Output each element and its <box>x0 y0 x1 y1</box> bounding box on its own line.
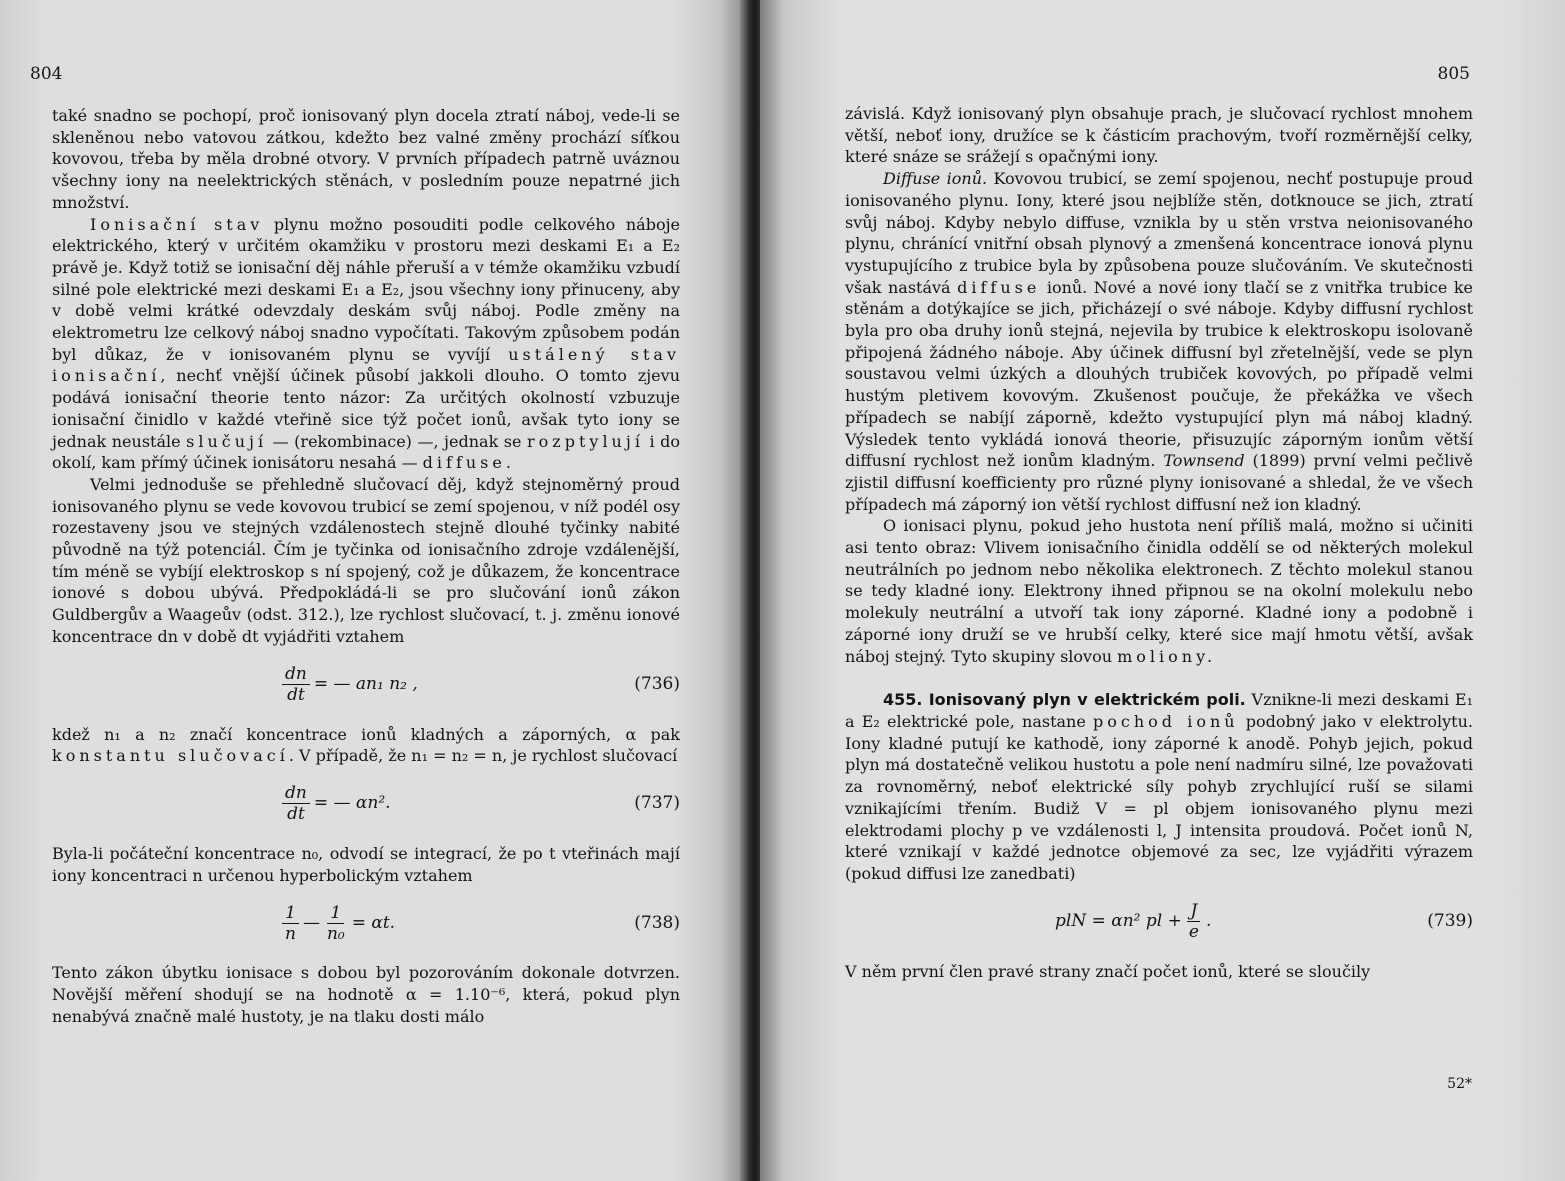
equation-736 <box>52 654 680 716</box>
formula-lhs: plN = αn² pl + <box>1055 910 1182 931</box>
paragraph <box>52 724 680 767</box>
signature-mark: 52* <box>1447 1076 1472 1092</box>
equation-number: (738) <box>634 912 680 933</box>
spaced-term: diffuse <box>957 277 1041 297</box>
paragraph: také snadno se pochopí, proč ionisovaný plyn docela ztratí náboj, vede-li se skleněnou nebo vatovou zátkou, kdežto bez valné změny prochází síťkou kovovou, třeba by měla drobné otvory. V prvních případech patrně uváznou všechny iony na neelektrických stěnách, v posledním pouze nepatrné jich množství. <box>52 106 680 212</box>
paragraph <box>845 168 1473 515</box>
formula-end: . <box>1205 910 1212 931</box>
page-number: 805 <box>1437 64 1470 84</box>
fraction <box>324 903 348 944</box>
paragraph <box>52 214 680 474</box>
paragraph <box>845 515 1473 667</box>
fraction <box>282 783 310 824</box>
equation-739 <box>845 891 1473 953</box>
spaced-term: diffuse. <box>422 453 515 473</box>
text-run: O ionisaci plynu, pokud jeho hustota není příliš malá, možno si učiniti asi tento obraz: Vlivem ionisačního činidla oddělí se od některých molekul neutrálních po jednom nebo několika elektronech. Z těchto molekul stanou se tedy kladné iony. Elektrony ihned připnou se na okolní molekulu nebo molekuly neutrální a utvoří tak iony záporné. Kladné iony a podobně i záporné iony druží se ve hrubší celky, které sice mají hmotu větší, avšak náboj stejný. Tyto skupiny slovou <box>845 516 1473 666</box>
text-run: , nechť vnější účinek působí jakkoli dlouho. O tomto zjevu podává ionisační theorie tento názor: Za určitých okolností vzbuzuje ionisační činidlo v každé vteřině sice týž počet ionů, avšak tyto iony se jednak neustále <box>52 366 680 451</box>
italic-term: Diffuse ionů. <box>883 169 988 189</box>
formula-rhs: = — an₁ n₂ , <box>313 673 418 694</box>
right-page <box>760 0 1565 1181</box>
page-number: 804 <box>30 64 63 84</box>
text-run: plynu možno posouditi podle celkového náboje elektrického, který v určitém okamžiku v prostoru mezi deskami E₁ a E₂ právě je. Když totiž se ionisační děj náhle přeruší a v témže okamžiku vzbudí silné pole elektrické mezi deskami E₁ a E₂, jsou všechny iony přinuceny, aby v době velmi krátké odevzdaly deskám svůj náboj. Podle změny na elektrometru lze celkový náboj snadno vypočítati. Takovým způsobem podán byl důkaz, že v ionisovaném plynu se vyvíjí <box>52 214 680 364</box>
text-run: — (rekombinace) —, jednak se <box>267 431 528 451</box>
numerator: J <box>1187 901 1200 922</box>
equation-738 <box>52 892 680 954</box>
denominator: e <box>1188 922 1199 943</box>
paragraph: V něm první člen pravé strany značí počet ionů, které se sloučily <box>845 961 1371 981</box>
section-paragraph <box>845 689 1473 884</box>
paragraph: závislá. Když ionisovaný plyn obsahuje prach, je slučovací rychlost mnohem větší, neboť iony, družíce se k částicím prachovým, tvoří rozměrnější celky, které snáze se srážejí s opačnými iony. <box>845 104 1473 167</box>
text-run: Kovovou trubicí, se zemí spojenou, nechť postupuje proud ionisovaného plynu. Iony, které jsou nejblíže stěn, dotknouce se jich, ztratí svůj náboj. Kdyby nebylo diffuse, vznikla by u stěn vrstva neionisovaného plynu, chránící vnitřní obsah plynový a zmenšená koncentrace ionová plynu vystupujícího z trubice byla by způsobena pouze slučováním. Ve skutečnosti však nastává <box>845 169 1473 297</box>
formula-rhs: = αt. <box>351 912 396 933</box>
section-heading: 455. Ionisovaný plyn v elektrickém poli. <box>883 690 1246 710</box>
spaced-term: moliony. <box>1117 646 1217 666</box>
equation-number: (736) <box>634 673 680 694</box>
spaced-term: rozptylují <box>527 431 644 451</box>
formula-rhs: = — αn². <box>313 793 391 814</box>
numerator: dn <box>282 664 310 685</box>
numerator: 1 <box>282 903 299 924</box>
spaced-term: Ionisační stav <box>90 214 264 234</box>
fraction <box>282 903 299 944</box>
page-body <box>845 103 1473 982</box>
denominator: n₀ <box>326 923 345 944</box>
formula <box>282 903 395 944</box>
paragraph: Byla-li počáteční koncentrace n₀, odvodí se integrací, že po t vteřinách mají iony koncentraci n určenou hyperbolickým vztahem <box>52 843 680 885</box>
formula <box>282 783 391 824</box>
spaced-term: slučují <box>186 431 268 451</box>
paragraph: Tento zákon úbytku ionisace s dobou byl pozorováním dokonale dotvrzen. Novější měření shodují se na hodnotě α = 1.10⁻⁶, která, pokud plyn nenabývá značně malé hustoty, je na tlaku dosti málo <box>52 963 680 1026</box>
minus-sign: — <box>302 912 320 933</box>
numerator: dn <box>282 783 310 804</box>
spaced-term: pochod ionů <box>1093 711 1239 731</box>
spaced-term: ustálený stav ionisační <box>52 344 680 386</box>
left-page <box>0 0 748 1181</box>
formula <box>282 664 418 705</box>
text-run: i do okolí, kam přímý účinek ionisátoru nesahá — <box>52 431 680 473</box>
text-run: (1899) první velmi pečlivě zjistil diffusní koefficienty pro různé plyny ionisované a shledal, že ve všech případech má záporný ion větší rychlost diffusní než ion kladný. <box>845 451 1473 514</box>
numerator: 1 <box>327 903 344 924</box>
fraction <box>1186 901 1202 942</box>
spaced-term: konstantu slučovací <box>52 746 289 766</box>
section-gap <box>845 667 1473 689</box>
text-run: podobný jako v elektrolytu. Iony kladné putují ke kathodě, iony záporné k anodě. Pohyb jejich, pokud plyn má dostatečně velikou hustotu a pole není nadmíru silné, lze považovati za rovnoměrný, neboť elektrické síly pohyb zrychlující ruší se silami vznikajícími třením. Budiž V = pl objem ionisovaného plynu mezi elektrodami plochy p ve vzdálenosti l, J intensita proudová. Počet ionů N, které vznikají v každé jednotce objemové za sec, lze vyjádřiti výrazem (pokud diffusi lze zanedbati) <box>845 711 1474 883</box>
equation-737 <box>52 773 680 835</box>
page-body <box>52 105 680 1028</box>
equation-number: (739) <box>1427 910 1473 931</box>
italic-term: Townsend <box>1163 451 1245 471</box>
fraction <box>282 664 310 705</box>
denominator: n <box>285 923 296 944</box>
text-run: Vznikne-li mezi deskami E₁ a E₂ elektrické pole, nastane <box>845 690 1473 731</box>
denominator: dt <box>287 685 305 706</box>
text-run: kdež n₁ a n₂ značí koncentrace ionů kladných a záporných, α pak <box>52 724 680 744</box>
formula <box>1055 901 1211 942</box>
denominator: dt <box>287 804 305 825</box>
paragraph: Velmi jednoduše se přehledně slučovací děj, když stejnoměrný proud ionisovaného plynu se vede kovovou trubicí se zemí spojenou, v níž podél osy rozestaveny jsou ve stejných vzdálenostech stejně dlouhé tyčinky nabité původně na týž potenciál. Čím je tyčinka od ionisačního zdroje vzdálenější, tím méně se vybíjí elektroskop s ní spojený, což je důkazem, že koncentrace ionové s dobou ubývá. Předpokládá-li se pro slučování ionů zákon Guldbergův a Waageův (odst. 312.), lze rychlost slučovací, t. j. změnu ionové koncentrace dn v době dt vyjádřiti vztahem <box>52 474 680 646</box>
equation-number: (737) <box>634 793 680 814</box>
text-run: ionů. Nové a nové iony tlačí se z vnitřka trubice ke stěnám a dotýkajíce se jich, přicházejí o své náboje. Kdyby diffusní rychlost byla pro oba druhy ionů stejná, nejevila by trubice k elektroskopu isolovaně připojená žádného náboje. Aby účinek diffusní byl zřetelnější, vede se plyn soustavou velmi úzkých a dlouhých trubiček kovových, po případě velmi hustým pletivem kovovým. Zkušenost poučuje, že překážka ve všech případech se nabíjí záporně, kdežto vystupující plyn má náboj kladný. Výsledek tento vykládá ionová theorie, přisuzujíc záporným ionům větší diffusní rychlost než ionům kladným. <box>845 277 1473 471</box>
text-run: . V případě, že n₁ = n₂ = n, je rychlost slučovací <box>288 746 678 766</box>
